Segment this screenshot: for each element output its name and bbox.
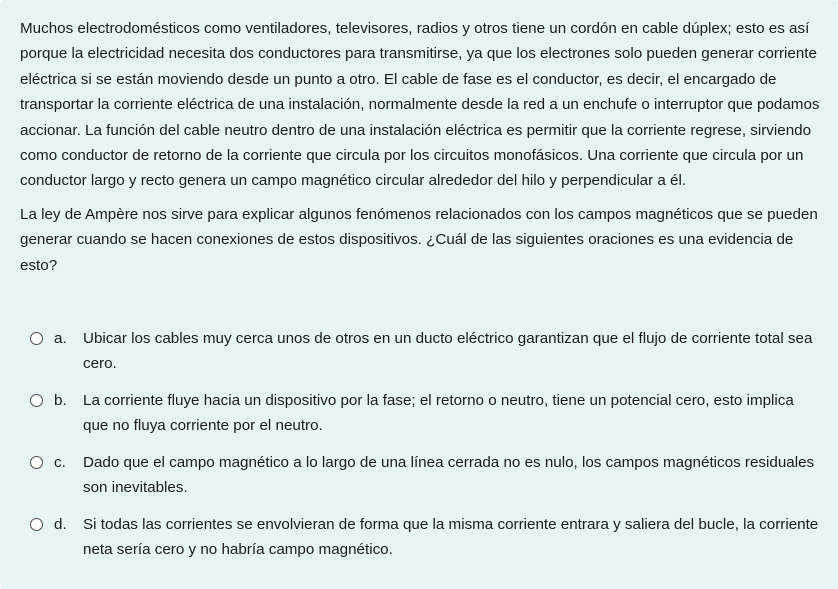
question-paragraph-prompt: La ley de Ampère nos sirve para explicar algunos fenómenos relacionados con los campos magnéticos que se pueden generar cuando se hacen conexiones de estos dispositivos. ¿Cuál de las siguientes oraciones es una evidencia de esto? [20, 205, 818, 274]
option-d-text[interactable]: Si todas las corrientes se envolvieran de forma que la misma corriente entrara y saliera del bucle, la corriente neta sería cero y no habría campo magnético. [83, 516, 819, 559]
radio-button-a[interactable] [30, 332, 43, 345]
option-b-letter: b. [54, 392, 67, 409]
option-a-text[interactable]: Ubicar los cables muy cerca unos de otros en un ducto eléctrico garantizan que el flujo de corriente total sea cero. [83, 330, 813, 373]
radio-button-c[interactable] [30, 456, 43, 469]
option-c-letter: c. [54, 454, 66, 471]
option-d-letter: d. [54, 516, 67, 533]
answer-options [26, 326, 826, 574]
radio-button-d[interactable] [30, 518, 43, 531]
option-c-text[interactable]: Dado que el campo magnético a lo largo de una línea cerrada no es nulo, los campos magnéticos residuales son inevitables. [83, 454, 815, 497]
question-paragraph-context: Muchos electrodomésticos como ventiladores, televisores, radios y otros tiene un cordón en cable dúplex; esto es así porque la electricidad necesita dos conductores para transmitirse, ya que los electrones solo pueden generar corriente eléctrica si se están moviendo desde un punto a otro. El cable de fase es el conductor, es decir, el encargado de transportar la corriente eléctrica de una instalación, normalmente desde la red a un enchufe o interruptor que podamos accionar. La función del cable neutro dentro de una instalación eléctrica es permitir que la corriente regrese, sirviendo como conductor de retorno de la corriente que circula por los circuitos monofásicos. Una corriente que circula por un conductor largo y recto genera un campo magnético circular alrededor del hilo y perpendicular a él. [20, 20, 820, 190]
question-text [20, 16, 832, 278]
option-b-text[interactable]: La corriente fluye hacia un dispositivo por la fase; el retorno o neutro, tiene un potencial cero, esto implica que no fluya corriente por el neutro. [83, 392, 794, 435]
option-a[interactable] [26, 326, 826, 388]
option-b[interactable] [26, 388, 826, 450]
option-c[interactable] [26, 450, 826, 512]
option-d[interactable] [26, 512, 826, 574]
radio-button-b[interactable] [30, 394, 43, 407]
option-a-letter: a. [54, 330, 67, 347]
